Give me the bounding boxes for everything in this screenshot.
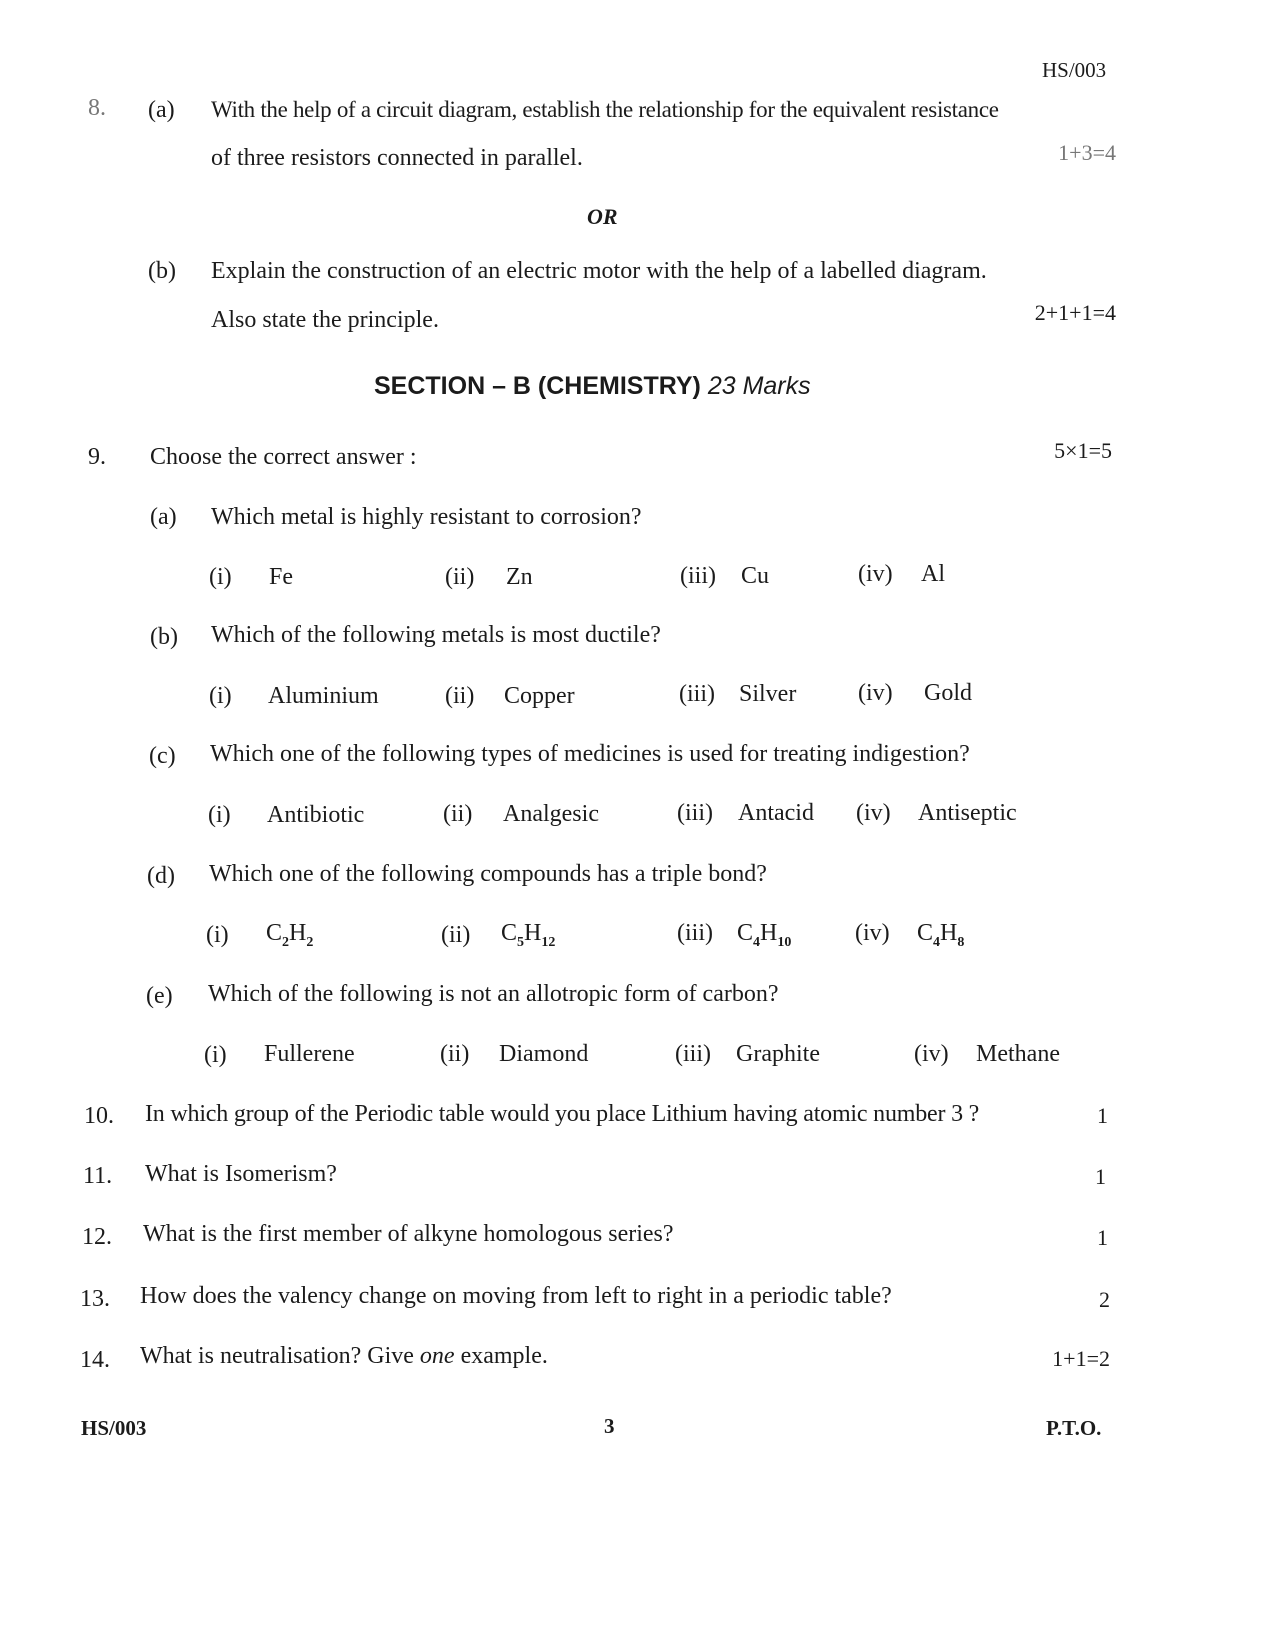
q12-number: 12. [82,1224,112,1250]
option-label: (iii) [675,1041,711,1067]
option-label: (iii) [680,563,716,589]
q9e-label: (e) [146,983,173,1009]
option-text: Al [921,561,945,587]
option-text: Aluminium [268,683,379,709]
q11-number: 11. [83,1163,113,1189]
formula-c4h10: $C_4H_{10}$ [737,920,792,950]
q11-text: What is Isomerism? [145,1161,337,1187]
q9-marks: 5×1=5 [1054,438,1112,463]
q14-marks: 1+1=2 [1052,1346,1110,1371]
q8-number: 8. [88,95,106,121]
q13-marks: 2 [1099,1287,1110,1312]
pto-label: P.T.O. [1046,1416,1102,1440]
q11-marks: 1 [1095,1164,1106,1189]
option-label: (ii) [441,922,471,948]
footer-code: HS/003 [81,1416,147,1440]
q9d-question: Which one of the following compounds has a triple bond? [209,861,767,887]
option-label: (ii) [443,801,473,827]
q8a-marks: 1+3=4 [1058,140,1116,165]
option-text: Fe [269,564,293,590]
q10-number: 10. [84,1103,114,1129]
q14-number: 14. [80,1347,110,1373]
option-text: Cu [741,563,770,589]
q9a-label: (a) [150,504,177,530]
option-text: Analgesic [503,801,599,827]
q9d-label: (d) [147,863,175,889]
section-heading [374,372,811,401]
option-label: (ii) [440,1041,470,1067]
option-label: (ii) [445,683,475,709]
q9b-question: Which of the following metals is most ductile? [211,622,661,648]
section-marks: 23 Marks [707,372,811,400]
option-text: Silver [739,681,797,707]
option-label: (iv) [914,1041,949,1067]
formula-c2h2: $C_2H_2$ [266,920,314,950]
header-code: HS/003 [1042,58,1107,82]
q8b-line2: Also state the principle. [211,307,439,333]
option-text: Graphite [736,1041,820,1067]
q9c-question: Which one of the following types of medicines is used for treating indigestion? [210,741,970,767]
q8a-label: (a) [148,97,175,123]
q12-marks: 1 [1097,1225,1108,1250]
option-text: Antacid [738,800,814,826]
option-label: (ii) [445,564,475,590]
option-text: Diamond [499,1041,589,1067]
q13-text: How does the valency change on moving from left to right in a periodic table? [140,1283,892,1309]
q10-text: In which group of the Periodic table would you place Lithium having atomic number 3 ? [145,1101,980,1127]
q9b-label: (b) [150,624,178,650]
option-label: (iv) [858,561,893,587]
q12-text: What is the first member of alkyne homologous series? [143,1221,674,1247]
q9-number: 9. [88,444,106,470]
option-label: (i) [208,802,231,828]
page-number: 3 [604,1414,615,1438]
option-label: (iv) [858,680,893,706]
option-text: Copper [504,683,575,709]
option-text: Zn [506,564,533,590]
q14-text: What is neutralisation? Give one example. [140,1343,548,1369]
q9a-question: Which metal is highly resistant to corrosion? [211,504,642,530]
q8b-line1: Explain the construction of an electric motor with the help of a labelled diagram. [211,258,987,284]
section-title: SECTION – B (CHEMISTRY) [374,372,701,400]
q9-prompt: Choose the correct answer : [150,444,417,470]
option-label: (iii) [677,920,713,946]
q9c-label: (c) [149,743,176,769]
option-label: (iv) [856,800,891,826]
q8b-label: (b) [148,258,176,284]
option-label: (iv) [855,920,890,946]
option-text: Methane [976,1041,1060,1067]
option-text: Antibiotic [267,802,365,828]
q9e-question: Which of the following is not an allotropic form of carbon? [208,981,779,1007]
option-text: Fullerene [264,1041,355,1067]
option-label: (i) [206,922,229,948]
q8a-line1: With the help of a circuit diagram, establish the relationship for the equivalent resistance [211,97,999,122]
or-divider: OR [587,204,618,229]
option-label: (i) [204,1042,227,1068]
q13-number: 13. [80,1286,110,1312]
q10-marks: 1 [1097,1103,1108,1128]
q8a-line2: of three resistors connected in parallel. [211,145,583,171]
option-label: (i) [209,564,232,590]
option-label: (iii) [677,800,713,826]
q8b-marks: 2+1+1=4 [1034,300,1116,325]
option-text: Gold [924,680,972,706]
option-label: (i) [209,683,232,709]
formula-c5h12: $C_5H_{12}$ [501,920,556,950]
formula-c4h8: $C_4H_8$ [917,920,965,950]
option-text: Antiseptic [918,800,1017,826]
option-label: (iii) [679,681,715,707]
